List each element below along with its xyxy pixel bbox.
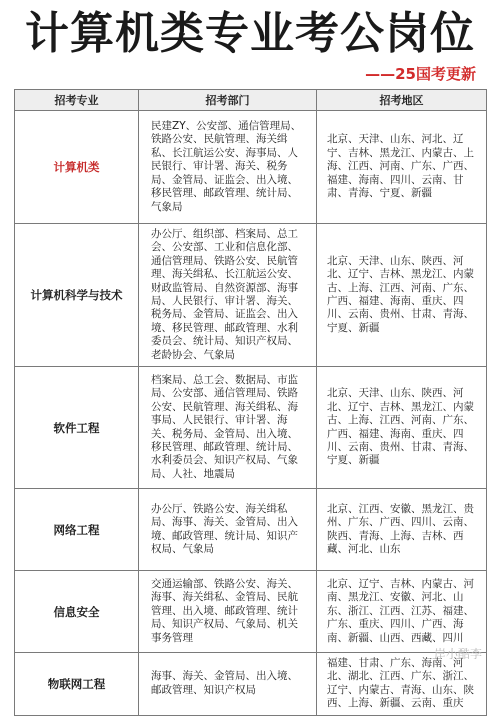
departments-cell: 民建ZY、公安部、通信管理局、铁路公安、民航管理、海关缉私、长江航运公安、海事局、人民银行、审计署、海关、税务局、金管局、证监会、出入境、移民管理、邮政管理、统计局、气象局 <box>139 111 317 224</box>
header-major: 招考专业 <box>15 90 139 111</box>
regions-cell: 北京、辽宁、吉林、内蒙古、河南、黑龙江、安徽、河北、山东、浙江、江西、江苏、福建、广东、重庆、四川、广西、海南、新疆、山西、西藏、四川 <box>317 571 487 653</box>
table-row <box>15 111 487 224</box>
page-title: 计算机类专业考公岗位 <box>25 8 475 59</box>
table-header-row <box>15 90 487 111</box>
watermark: 岸小酷李 <box>433 647 482 661</box>
regions-cell: 北京、天津、山东、陕西、河北、辽宁、吉林、黑龙江、内蒙古、上海、江西、河南、广东、广西、福建、海南、重庆、四川、云南、贵州、甘肃、青海、宁夏、新疆 <box>317 224 487 367</box>
departments-cell: 交通运输部、铁路公安、海关、海事、海关缉私、金管局、民航管理、出入境、邮政管理、统计局、知识产权局、气象局、机关事务管理 <box>139 571 317 653</box>
regions-cell: 福建、甘肃、广东、海南、河北、湖北、江西、广东、浙江、辽宁、内蒙古、青海、山东、陕西、上海、新疆、云南、重庆 <box>317 653 487 716</box>
regions-cell: 北京、江西、安徽、黑龙江、贵州、广东、广西、四川、云南、陕西、青海、上海、吉林、西藏、河北、山东 <box>317 489 487 571</box>
major-cell: 信息安全 <box>15 571 139 653</box>
table-row <box>15 224 487 367</box>
positions-table <box>14 89 487 716</box>
table-row <box>15 571 487 653</box>
table-row <box>15 653 487 716</box>
regions-cell: 北京、天津、山东、河北、辽宁、吉林、黑龙江、内蒙古、上海、江西、河南、广东、广西、福建、海南、四川、云南、甘肃、青海、宁夏、新疆 <box>317 111 487 224</box>
departments-cell: 海事、海关、金管局、出入境、邮政管理、知识产权局 <box>139 653 317 716</box>
major-cell: 物联网工程 <box>15 653 139 716</box>
major-cell: 计算机科学与技术 <box>15 224 139 367</box>
regions-cell: 北京、天津、山东、陕西、河北、辽宁、吉林、黑龙江、内蒙古、上海、江西、河南、广东、广西、福建、海南、重庆、四川、云南、贵州、甘肃、青海、宁夏、新疆 <box>317 367 487 489</box>
header-departments: 招考部门 <box>139 90 317 111</box>
major-cell: 软件工程 <box>15 367 139 489</box>
departments-cell: 办公厅、组织部、档案局、总工会、公安部、工业和信息化部、通信管理局、铁路公安、民航管理、海关缉私、长江航运公安、财政监管局、自然资源部、海事局、人民银行、审计署、海关、税务局、金管局、证监会、出入境、移民管理、邮政管理、水利委员会、统计局、知识产权局、老龄协会、气象局 <box>139 224 317 367</box>
page-subtitle: ——25国考更新 <box>365 65 476 83</box>
table-row <box>15 367 487 489</box>
major-cell: 网络工程 <box>15 489 139 571</box>
departments-cell: 办公厅、铁路公安、海关缉私局、海事、海关、金管局、出入境、邮政管理、统计局、知识产权局、气象局 <box>139 489 317 571</box>
departments-cell: 档案局、总工会、数据局、市监局、公安部、通信管理局、铁路公安、民航管理、海关缉私、海事局、人民银行、审计署、海关、税务局、金管局、出入境、移民管理、邮政管理、统计局、水利委员会、知识产权局、气象局、人社、地震局 <box>139 367 317 489</box>
header-regions: 招考地区 <box>317 90 487 111</box>
table-row <box>15 489 487 571</box>
major-cell: 计算机类 <box>15 111 139 224</box>
